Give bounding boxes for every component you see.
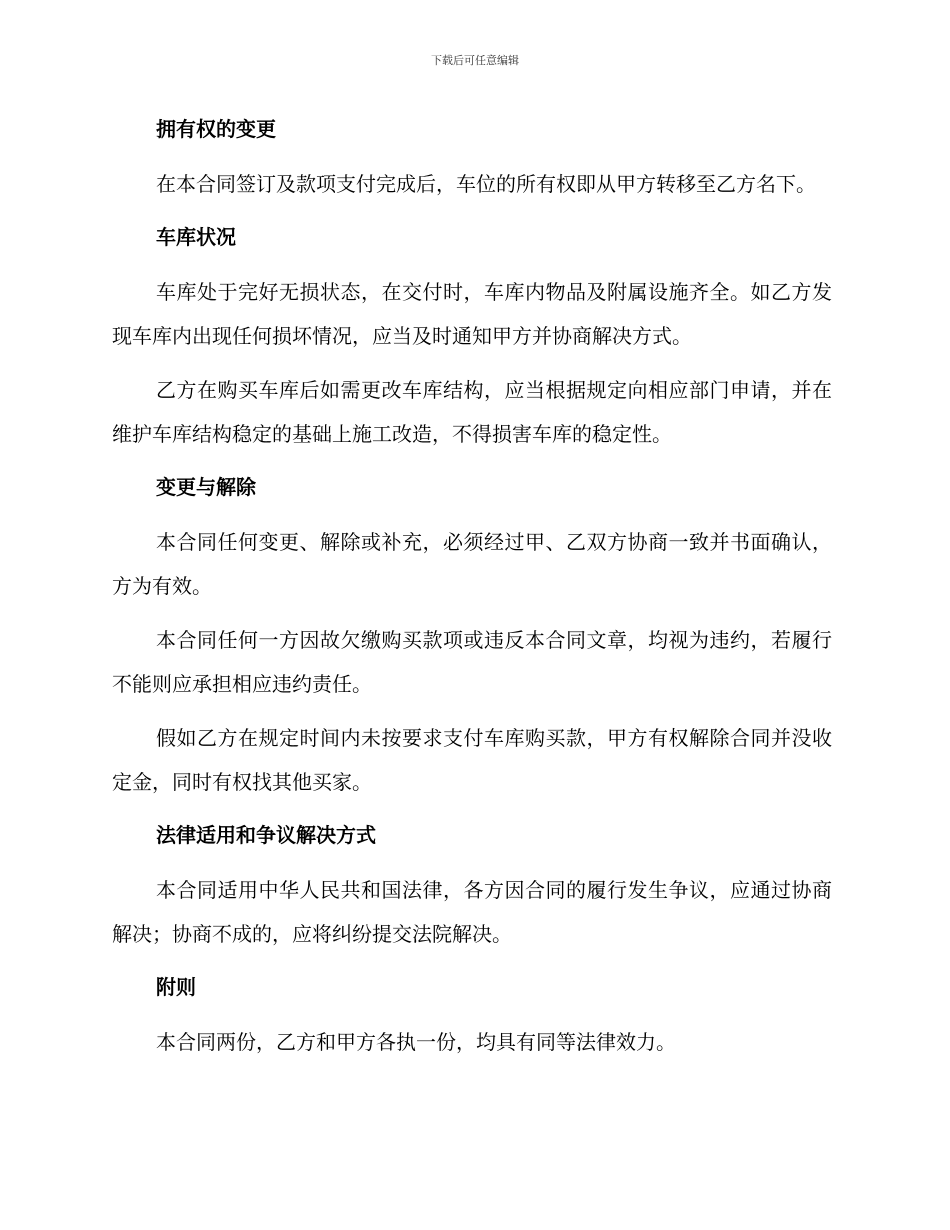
section-heading: 拥有权的变更 (156, 117, 276, 141)
paragraph: 车库处于完好无损状态，在交付时，车库内物品及附属设施齐全。如乙方发现车库内出现任何损坏情况，应当及时通知甲方并协商解决方式。 (112, 280, 832, 348)
paragraph: 在本合同签订及款项支付完成后，车位的所有权即从甲方转移至乙方名下。 (156, 172, 816, 196)
paragraph: 假如乙方在规定时间内未按要求支付车库购买款，甲方有权解除合同并没收定金，同时有权找其他买家。 (112, 726, 832, 794)
document-body (112, 108, 832, 1074)
paragraph: 乙方在购买车库后如需更改车库结构，应当根据规定向相应部门申请，并在维护车库结构稳定的基础上施工改造，不得损害车库的稳定性。 (112, 378, 832, 446)
section-governing-law (112, 814, 832, 956)
section-change-and-termination (112, 466, 832, 804)
section-heading: 法律适用和争议解决方式 (156, 823, 376, 847)
section-ownership-change (112, 108, 832, 206)
paragraph: 本合同适用中华人民共和国法律，各方因合同的履行发生争议，应通过协商解决；协商不成的，应将纠纷提交法院解决。 (112, 878, 832, 946)
section-heading: 车库状况 (156, 225, 236, 249)
paragraph: 本合同两份，乙方和甲方各执一份，均具有同等法律效力。 (156, 1030, 676, 1054)
section-heading: 变更与解除 (156, 475, 256, 499)
paragraph: 本合同任何一方因故欠缴购买款项或违反本合同文章，均视为违约，若履行不能则应承担相应违约责任。 (112, 628, 832, 696)
page-header: 下载后可任意编辑 (431, 54, 519, 67)
section-supplementary-provisions (112, 966, 832, 1064)
section-heading: 附则 (156, 975, 196, 999)
paragraph: 本合同任何变更、解除或补充，必须经过甲、乙双方协商一致并书面确认，方为有效。 (112, 530, 832, 598)
section-garage-condition (112, 216, 832, 456)
